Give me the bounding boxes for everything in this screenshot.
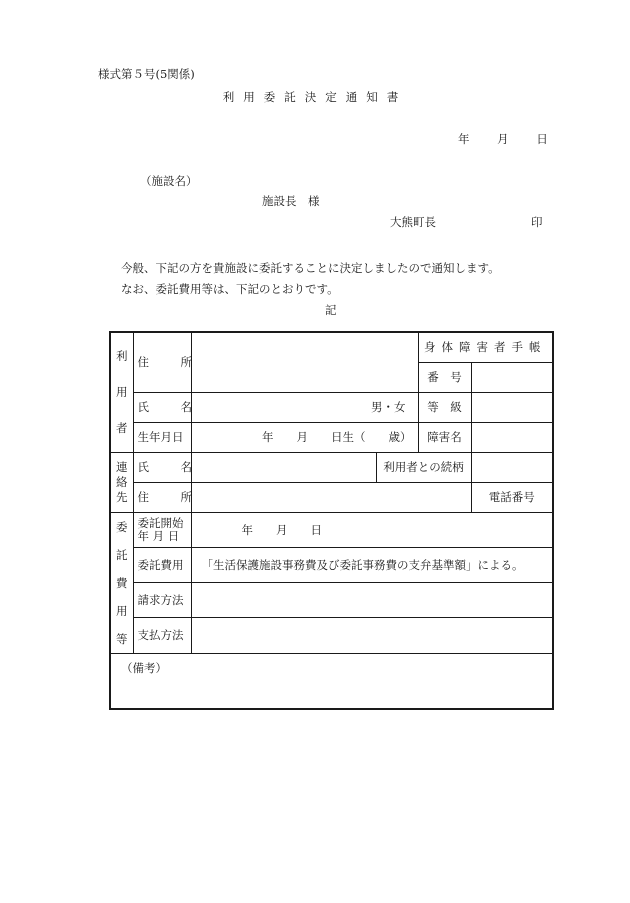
- disability-handbook-label: 身体障害者手帳: [418, 332, 553, 362]
- form-number: 様式第５号(5関係): [98, 67, 195, 81]
- sender-name: 大熊町長: [390, 215, 436, 229]
- table-row: [110, 452, 553, 482]
- remarks-field[interactable]: [110, 653, 553, 709]
- body-text-line-2: なお、委託費用等は、下記のとおりです。: [121, 282, 339, 296]
- fee-value: 「生活保護施設事務費及び委託事務費の支弁基準額」による。: [201, 557, 524, 572]
- user-name-field[interactable]: [191, 392, 418, 422]
- remarks-label: （備考）: [121, 660, 167, 675]
- grade-field[interactable]: [471, 392, 553, 422]
- facility-head: 施設長 様: [262, 194, 320, 208]
- grade-label: 等 級: [418, 392, 471, 422]
- body-text-line-1: 今般、下記の方を貴施設に委託することに決定しましたので通知します。: [121, 261, 500, 275]
- phone-label: 電話番号: [471, 482, 553, 512]
- start-date-label: 委託開始 年 月 日: [133, 512, 191, 547]
- fee-label: 委託費用: [133, 547, 191, 582]
- seal-mark: 印: [531, 215, 543, 229]
- table-row: [110, 482, 553, 512]
- fee-group-label: 委 託 費 用 等: [110, 512, 133, 653]
- birthdate-label: 生年月日: [133, 422, 191, 452]
- contact-group-label: 連 絡 先: [110, 452, 133, 512]
- relation-label: 利用者との続柄: [376, 452, 471, 482]
- relation-field[interactable]: [471, 452, 553, 482]
- table-row: [110, 422, 553, 452]
- table-row: [110, 392, 553, 422]
- disability-name-label: 障害名: [418, 422, 471, 452]
- date-year: 年: [458, 132, 470, 146]
- decision-form-table: [109, 331, 554, 710]
- disability-name-field[interactable]: [471, 422, 553, 452]
- issue-date: [458, 131, 548, 147]
- page-title: 利用委託決定通知書: [222, 90, 408, 104]
- table-row: [110, 332, 553, 362]
- fee-field[interactable]: [191, 547, 553, 582]
- birthdate-field[interactable]: [191, 422, 418, 452]
- date-month: 月: [497, 132, 509, 146]
- contact-address-field[interactable]: [191, 482, 471, 512]
- start-date-value: 年 月 日: [241, 522, 322, 537]
- table-row: [110, 653, 553, 709]
- facility-name-label: （施設名）: [140, 174, 198, 188]
- user-group-label: 利 用 者: [110, 332, 133, 452]
- handbook-number-label: 番 号: [418, 362, 471, 392]
- contact-name-label: 氏 名: [133, 452, 191, 482]
- user-address-label: 住 所: [133, 332, 191, 392]
- payment-method-field[interactable]: [191, 618, 553, 653]
- date-day: 日: [536, 132, 548, 146]
- table-row: [110, 547, 553, 582]
- ki-heading: 記: [325, 303, 337, 317]
- table-row: [110, 583, 553, 618]
- table-row: [110, 618, 553, 653]
- contact-name-field[interactable]: [191, 452, 376, 482]
- start-date-field[interactable]: [191, 512, 553, 547]
- user-address-field[interactable]: [191, 332, 418, 392]
- gender-options: 男・女: [371, 400, 406, 414]
- billing-method-field[interactable]: [191, 583, 553, 618]
- user-name-label: 氏 名: [133, 392, 191, 422]
- table-row: [110, 512, 553, 547]
- billing-method-label: 請求方法: [133, 583, 191, 618]
- contact-address-label: 住 所: [133, 482, 191, 512]
- payment-method-label: 支払方法: [133, 618, 191, 653]
- birthdate-value: 年 月 日生（ 歳）: [262, 430, 412, 444]
- handbook-number-field[interactable]: [471, 362, 553, 392]
